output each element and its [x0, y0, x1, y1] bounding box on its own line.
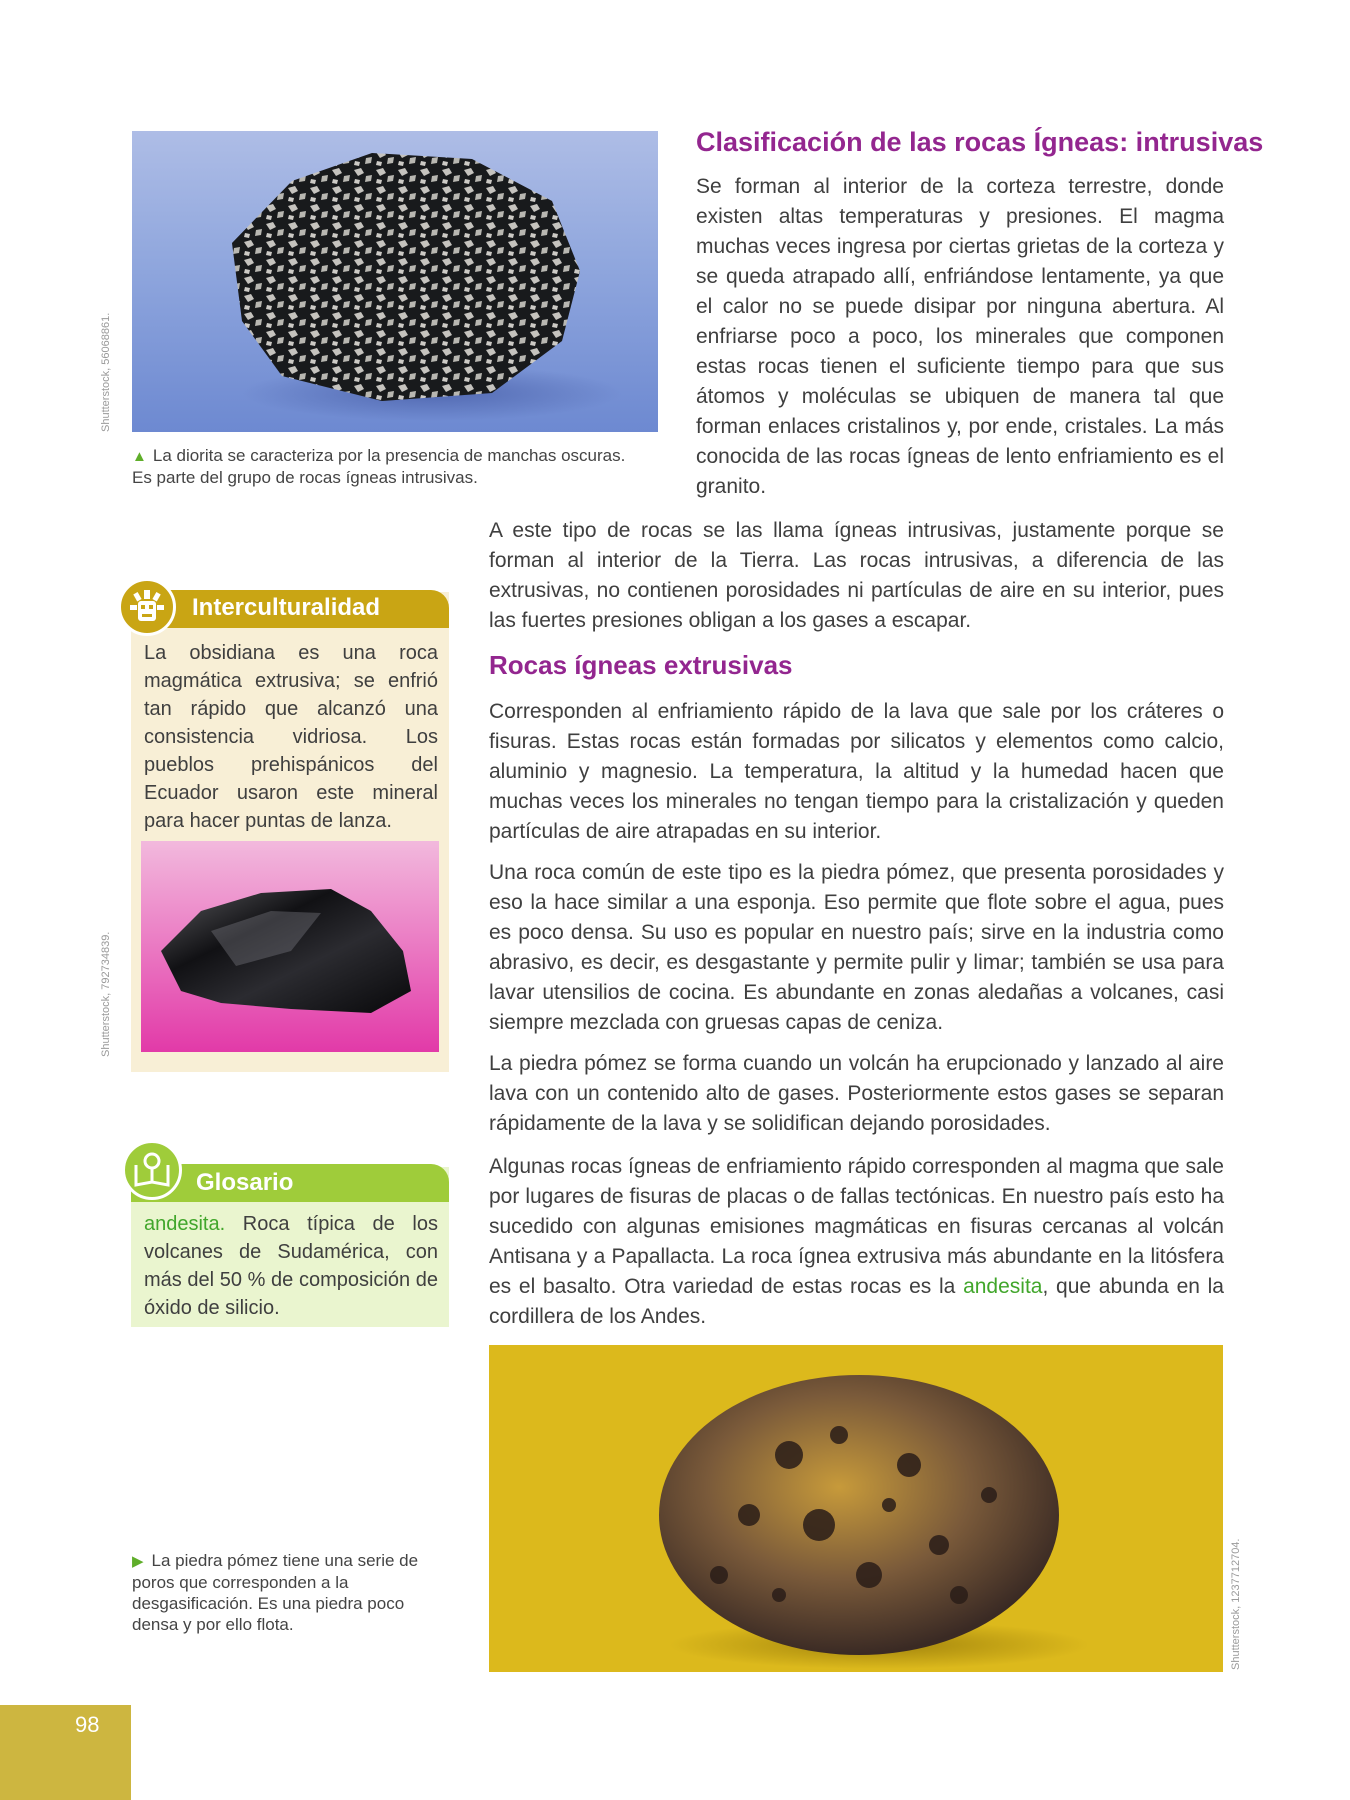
diorite-caption: ▲ La diorita se caracteriza por la presencia de manchas oscuras. Es parte del grupo de rocas ígneas intrusivas.: [132, 446, 626, 487]
extrusivas-paragraph-3: La piedra pómez se forma cuando un volcán ha erupcionado y lanzado al aire lava con un contenido alto de gases. Posteriormente estos gases se separan rápidamente de la lava y se solidifican dejando porosidades.: [489, 1052, 1224, 1135]
pumice-photo-credit: Shutterstock, 1237712704.: [1230, 1538, 1242, 1670]
heading-intrusivas: Clasificación de las rocas Ígneas: intrusivas: [696, 127, 1264, 157]
extrusivas-paragraph-2: Una roca común de este tipo es la piedra pómez, que presenta porosidades y eso la hace similar a una esponja. Eso permite que flote sobre el agua, pues es poco densa. Su uso es popular en nuestro país; sirve en la industria como abrasivo, es decir, es desgastante y permite pulir y limar; también se usa para lavar utensilios de cocina. Es abundante en zonas aledañas a volcanes, casi siempre mezclada con gruesas capas de ceniza.: [489, 861, 1224, 1034]
triangle-right-icon: ▶: [132, 1553, 144, 1570]
intrusivas-paragraph-2: A este tipo de rocas se las llama ígneas intrusivas, justamente porque se forman al interior de la Tierra. Las rocas intrusivas, a diferencia de las extrusivas, no contienen porosidades ni partículas de aire en su interior, pues las fuertes presiones obligan a los gases a escapar.: [489, 519, 1224, 632]
pumice-photo: [489, 1345, 1223, 1672]
triangle-up-icon: ▲: [132, 448, 147, 465]
heading-extrusivas: Rocas ígneas extrusivas: [489, 650, 793, 680]
intrusivas-paragraph-1: Se forman al interior de la corteza terrestre, donde existen altas temperaturas y presiones. El magma muchas veces ingresa por ciertas grietas de la corteza y se queda atrapado allí, enfriándose lentamente, ya que el calor no se puede disipar por ninguna abertura. Al enfriarse poco a poco, los minerales que componen estas rocas tienen el suficiente tiempo para que sus átomos y moléculas se ubiquen de manera tal que forman enlaces cristalinos y, por ende, cristales. La más conocida de las rocas ígneas de lento enfriamiento es el granito.: [696, 175, 1224, 498]
obsidian-photo-credit: Shutterstock, 792734839.: [100, 931, 112, 1057]
page-number: 98: [75, 1712, 100, 1737]
mask-icon: [118, 578, 176, 636]
diorite-photo-credit: Shutterstock, 56068861.: [100, 312, 112, 432]
book-magnifier-icon: [122, 1140, 182, 1200]
diorite-photo: [132, 131, 658, 432]
glosario-entry: andesita. Roca típica de los volcanes de Sudamérica, con más del 50 % de composición de óxido de silicio.: [144, 1213, 438, 1319]
interculturalidad-title: Interculturalidad: [192, 594, 381, 621]
andesita-term-link[interactable]: andesita: [963, 1275, 1043, 1298]
extrusivas-paragraph-4: Algunas rocas ígneas de enfriamiento rápido corresponden al magma que sale por lugares de fisuras de placas o de fallas tectónicas. En nuestro país esto ha sucedido con algunas emisiones magmáticas en fisuras cercanas al volcán Antisana y a Papallacta. La roca ígnea extrusiva más abundante en la litósfera es el basalto. Otra variedad de estas rocas es la andesita, que abunda en la cordillera de los Andes.: [489, 1155, 1224, 1328]
interculturalidad-text: La obsidiana es una roca magmática extrusiva; se enfrió tan rápido que alcanzó una consistencia vidriosa. Los pueblos prehispánicos del Ecuador usaron este mineral para hacer puntas de lanza.: [144, 642, 438, 832]
obsidian-photo: [141, 841, 439, 1052]
pumice-caption: ▶ La piedra pómez tiene una serie de poros que corresponden a la desgasificación. Es una piedra poco densa y por ello flota.: [132, 1551, 419, 1634]
extrusivas-paragraph-1: Corresponden al enfriamiento rápido de la lava que sale por los cráteres o fisuras. Estas rocas están formadas por silicatos y elementos como calcio, aluminio y magnesio. La temperatura, la altitud y la humedad hacen que muchas veces los minerales no tengan tiempo para la cristalización y queden partículas de aire atrapadas en su interior.: [489, 700, 1224, 843]
glosario-title: Glosario: [196, 1169, 294, 1196]
page-corner: [0, 1705, 131, 1800]
glosario-term: andesita.: [144, 1213, 226, 1235]
